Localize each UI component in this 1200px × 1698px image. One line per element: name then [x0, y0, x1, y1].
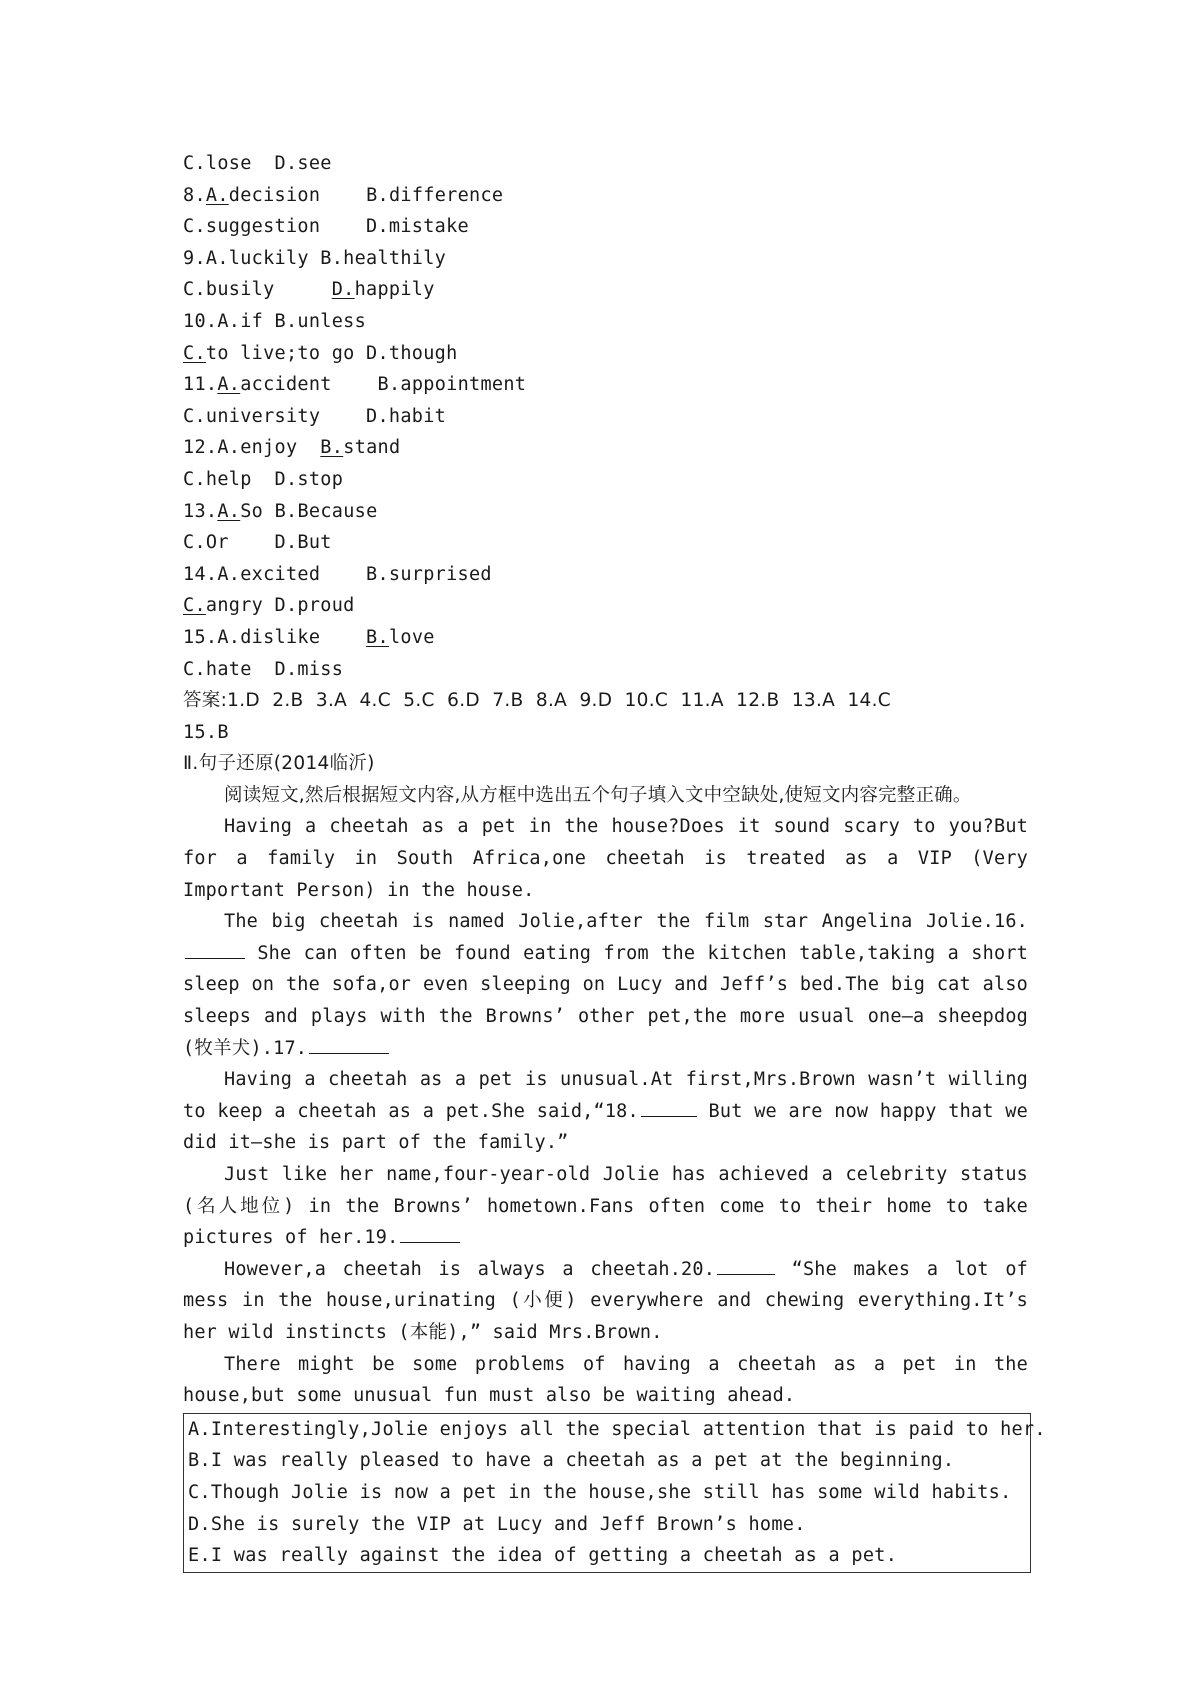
option-c: to live;to go	[205, 342, 355, 364]
option-d: D.But	[274, 532, 332, 554]
option-row-15	[183, 622, 1028, 654]
option-row-13	[183, 496, 1028, 528]
option-a: A.excited	[217, 563, 321, 585]
option-c: C.busily	[183, 279, 275, 301]
question-number: 9.	[183, 247, 206, 269]
blank-18[interactable]	[641, 1098, 697, 1117]
page-content	[183, 148, 1046, 1573]
option-b: love	[388, 626, 435, 648]
option-d: happily	[354, 279, 435, 301]
question-number: 13.	[183, 500, 218, 522]
option-d: D.habit	[366, 405, 447, 427]
option-d: D.stop	[274, 468, 344, 490]
option-b: B.appointment	[377, 374, 527, 396]
option-c: C.help	[183, 468, 252, 490]
answer-marker: C.	[183, 342, 206, 364]
answer-marker: B.	[366, 626, 389, 648]
section-heading: Ⅱ.句子还原(2014临沂)	[183, 753, 375, 775]
option-a: A.luckily	[205, 247, 309, 269]
option-b: B.unless	[274, 310, 367, 332]
choice-d: D.She is surely the VIP at Lucy and Jeff Brown’s home.	[188, 1513, 806, 1535]
question-number: 15.	[183, 626, 218, 648]
choice-c: C.Though Jolie is now a pet in the house,she still has some wild habits.	[188, 1481, 1012, 1503]
passage-paragraph-2	[183, 906, 1028, 1064]
answer-key-line-2: 15.B	[183, 721, 229, 743]
option-row-14b	[183, 590, 1028, 622]
answer-marker: A.	[205, 184, 229, 206]
question-number: 14.	[183, 563, 218, 585]
passage-text: She can often be found eating from the kitchen table,taking a short sleep on the sofa,or even sleeping on Lucy and Jeff’s bed.The big cat also sleeps and plays with the Browns’ other pet,the more usual one—a sheepdog (牧羊犬).17.	[183, 942, 1028, 1059]
passage-text: Just like her name,four-year-old Jolie has achieved a celebrity status (名人地位) in the Browns’ hometown.Fans often come to their home to take pictures of her.19.	[183, 1164, 1028, 1249]
option-d: D.though	[366, 342, 458, 364]
passage-text: Having a cheetah as a pet is unusual.At first,Mrs.Brown wasn’t willing to keep a cheetah as a pet.She said,“18.	[183, 1069, 1028, 1122]
option-row-10	[183, 306, 1028, 338]
answer-marker: A.	[217, 374, 241, 396]
blank-16[interactable]	[185, 940, 245, 959]
option-row-7	[183, 148, 1028, 180]
passage-paragraph-5	[183, 1254, 1028, 1349]
option-c: C.university	[183, 405, 321, 427]
option-c: C.suggestion	[183, 216, 321, 238]
option-row-14	[183, 559, 1028, 591]
option-b: B.surprised	[366, 563, 492, 585]
option-row-9	[183, 243, 1028, 275]
option-a: A.enjoy	[217, 437, 298, 459]
option-row-13b	[183, 527, 1028, 559]
option-b: B.Because	[274, 500, 378, 522]
option-row-8b	[183, 211, 1028, 243]
option-b: stand	[343, 437, 401, 459]
option-a: A.dislike	[217, 626, 321, 648]
choices-box	[183, 1413, 1046, 1573]
choice-b: B.I was really pleased to have a cheetah as a pet at the beginning.	[188, 1450, 955, 1472]
option-row-12	[183, 432, 1028, 464]
option-c: C.Or	[183, 532, 229, 554]
option-row-11b	[183, 401, 1028, 433]
option-row-8	[183, 180, 1028, 212]
passage-paragraph-1: Having a cheetah as a pet in the house?Does it sound scary to you?But for a family in South Africa,one cheetah is treated as a VIP (Very Important Person) in the house.	[183, 816, 1028, 901]
option-row-12b	[183, 464, 1028, 496]
answer-key-line: 答案:1.D 2.B 3.A 4.C 5.C 6.D 7.B 8.A 9.D 10.C 11.A 12.B 13.A 14.C	[183, 690, 891, 712]
answer-marker: C.	[183, 595, 206, 617]
question-number: 10.	[183, 310, 218, 332]
blank-17[interactable]	[309, 1035, 389, 1054]
choice-e: E.I was really against the idea of getting a cheetah as a pet.	[188, 1545, 898, 1567]
option-c: C.lose	[183, 153, 252, 174]
option-a: accident	[240, 374, 332, 396]
answer-marker: B.	[320, 437, 344, 459]
answer-marker: A.	[217, 500, 241, 522]
option-a: A.if	[217, 310, 264, 332]
passage-text: “She makes a lot of mess in the house,urinating (小便) everywhere and chewing everything.It’s her wild instincts (本能),” said Mrs.Brown.	[183, 1258, 1028, 1343]
blank-19[interactable]	[400, 1224, 460, 1243]
passage-paragraph-3	[183, 1064, 1028, 1159]
option-b: B.difference	[366, 184, 504, 206]
passage-paragraph-6: There might be some problems of having a cheetah as a pet in the house,but some unusual fun must also be waiting ahead.	[183, 1353, 1028, 1407]
option-b: B.healthily	[320, 247, 447, 269]
option-a: decision	[228, 184, 321, 206]
question-number: 8.	[183, 184, 206, 206]
option-d: D.see	[274, 153, 332, 174]
option-c: C.hate	[183, 658, 252, 680]
choice-a: A.Interestingly,Jolie enjoys all the special attention that is paid to her.	[188, 1418, 1046, 1440]
passage-paragraph-4	[183, 1159, 1028, 1254]
question-number: 11.	[183, 374, 218, 396]
passage-text: But we are now happy that we did it—she is part of the family.”	[183, 1100, 1028, 1154]
passage-text: The big cheetah is named Jolie,after the film star Angelina Jolie.16.	[224, 911, 1028, 933]
blank-20[interactable]	[717, 1256, 775, 1275]
option-c: angry	[205, 595, 264, 617]
option-row-11	[183, 369, 1028, 401]
answer-marker: D.	[331, 279, 355, 301]
option-d: D.proud	[274, 595, 355, 617]
section-instruction: 阅读短文,然后根据短文内容,从方框中选出五个句子填入文中空缺处,使短文内容完整正确。	[224, 784, 972, 806]
option-row-9b	[183, 274, 1028, 306]
option-row-10b	[183, 338, 1028, 370]
option-d: D.miss	[274, 658, 344, 680]
passage-text: However,a cheetah is always a cheetah.20.	[224, 1258, 716, 1280]
option-a: So	[240, 500, 264, 522]
question-number: 12.	[183, 437, 218, 459]
option-d: D.mistake	[366, 216, 469, 238]
option-row-15b	[183, 654, 1028, 686]
